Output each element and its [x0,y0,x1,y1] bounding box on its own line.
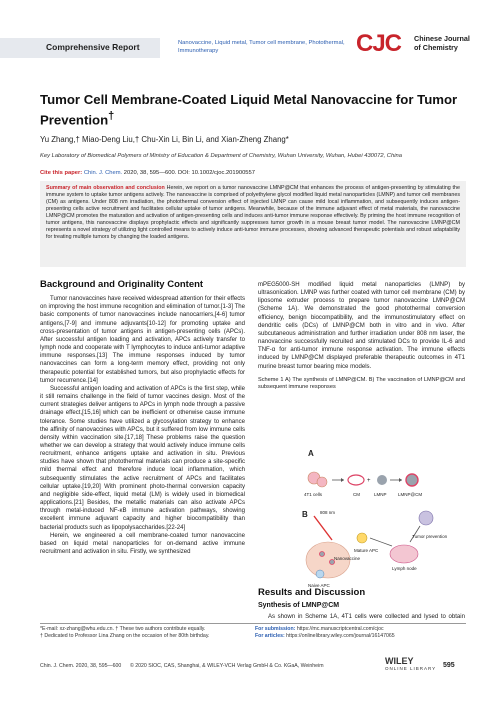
scheme-caption: Scheme 1 A) The synthesis of LMNP@CM. B) The vaccination of LMNP@CM and subsequent immune responses [258,376,465,390]
submission-link[interactable]: https://mc.manuscriptcentral.com/cjoc [296,626,384,632]
nanovaccine-icon [320,552,325,557]
abstract-box [40,181,466,267]
lymph-node-icon [390,545,418,563]
logo-name: Chinese Journal of Chemistry [414,34,470,52]
footnote-rule [40,623,466,624]
affiliation: Key Laboratory of Biomedical Polymers of Ministry of Education & Department of Chemistry, Wuhan University, Wuhan, Hubei 430072, China [40,153,402,159]
nanoparticle-icon [377,475,387,485]
right-column [258,281,465,391]
authors: Yu Zhang,† Miao-Deng Liu,† Chu-Xin Li, Bin Li, and Xian-Zheng Zhang* [40,135,289,144]
page-number: 595 [443,662,455,669]
scheme-label-a: A [308,449,314,458]
footnote-email: *E-mail: xz-zhang@whu.edu.cn. † These two authors contribute equally. [40,626,206,632]
lymph-label: Lymph node [392,566,417,571]
left-column [40,281,245,556]
copyright: © 2020 SIOC, CAS, Shanghai, & WILEY-VCH Verlag GmbH & Co. KGaA, Weinheim [130,663,324,669]
subsection-heading: Synthesis of LMNP@CM [258,602,340,609]
page-header [0,0,496,62]
nano-label: Nanovaccine [334,556,361,561]
journal-logo [356,30,480,60]
tumor-label: Tumor prevention [412,534,448,539]
tumor-icon [419,511,433,525]
lmnpcm-label: LMNP@CM [398,492,423,497]
laser-label: 808 nm [320,510,336,515]
arrow-head [399,478,402,482]
section-heading-results: Results and Discussion [258,587,366,598]
article-title: Tumor Cell Membrane-Coated Liquid Metal Nanovaccine for Tumor Prevention† [40,92,458,128]
abstract-text: Herein, we report on a tumor nanovaccine LMNP@CM that enhances the process of antigen-presenting by stimulating the immune system to uptake tumor antigens actively. The nanovaccine is comprised of polyethylene glycol modified liquid metal nanoparticles (LMNP) and tumor cell membranes (CM) as antigens. Under 808 nm irradiation, the photothermal conversion effect of injected LMNP can cause mild local inflammation, and subsequently induces antigen-presenting cells active recruitment and facilitates cellular uptake of tumor antigens. Meanwhile, because of the immune adjuvant effect of metal materials, the nanovaccine LMNP@CM promotes the maturation and activation of antigen-presenting cells and induces anti-tumor immune response effectively. By priming the host immune recognition of tumor antigens, this nanovaccine displays prophylactic effects and significantly suppresses tumor growth in a mouse breast tumor model. The nanovaccine LMNP@CM represents a novel strategy of utilizing light controlled means to actively induce anti-tumor immune processes, showing advanced therapeutic potentials and robust adaptability for treating multiple tumors by changing the loaded antigens. [46,185,460,240]
naive-label: Naive APC [308,583,330,588]
footnotes-right [255,626,465,640]
cells-label: 4T1 cells [304,492,323,497]
results-body [258,592,465,622]
plus-sign: + [367,478,371,484]
articles-link[interactable]: https://onlinelibrary.wiley.com/journal/16147065 [286,633,395,639]
mature-apc-icon [357,533,367,543]
submission-line: For submission: https://mc.manuscriptcentral.com/cjoc [255,626,384,632]
paragraph: Herein, we engineered a cell membrane-coated tumor nanovaccine based on liquid metal nanoparticles for on-demand active immune recruitment and activation in situ. Firstly, we synthesized [40,532,245,555]
wiley-logo: WILEY ONLINE LIBRARY [385,656,437,671]
scheme-label-b: B [302,510,308,519]
laser-beam [314,516,332,540]
footnotes-left [40,626,240,640]
mature-label: Mature APC [354,548,379,553]
paragraph: As shown in Scheme 1A, 4T1 cells were collected and lysed to obtain [268,614,465,621]
abstract-heading: Summary of main observation and conclusion [46,185,165,191]
journal-reference: Chin. J. Chem. 2020, 38, 595—600 [40,663,122,669]
paragraph: Tumor nanovaccines have received widespread attention for their effects on improving the host immune recognition and elimination of tumor.[1-3] The basic components of tumor nanovaccines include nanocarriers,[4-6] tumor antigens,[7-9] and immune adjuvants[10-12] for promoting uptake and cross-presentation of tumor antigens in antigen-presenting cells (APCs). After successful antigen loading and activation, APCs actively transfer to lymph node and cooperate with T lymphocytes to induce anti-tumor adaptive immune responses.[13] The immune responses induced by tumor nanovaccines can form a long-term memory effect, providing not only therapeutic potential for established tumors, but also prophylactic effects for tumor recurrence.[14] [40,296,245,384]
cell-icon [317,477,327,487]
citation: Cite this paper: Chin. J. Chem. 2020, 38, 595—600. DOI: 10.1002/cjoc.201900557 [40,170,255,176]
article-type: Comprehensive Report [46,42,140,52]
journal-link[interactable]: Chin. J. Chem. [83,170,123,176]
section-heading-background: Background and Originality Content [40,279,204,290]
paragraph: mPEG5000-SH modified liquid metal nanoparticles (LMNP) by ultrasonication. LMNP was further coated with tumor cell membrane (CM) by liposome extruder process to prepare tumor nanovaccine LMNP@CM (Scheme 1A). We demonstrated the good photothermal conversion efficiency, benign biocompatibility, and the immunostimulatory effect on dendritic cells (DCs) of LMNP@CM both in vitro and in vivo. After subcutaneous administration and further irradiation under 808 nm laser, the nanovaccine successfully recruited and stimulated DCs to provide IL-6 and TNF-α for anti-tumor immune response activation. The immune effects induced by LMNP@CM displayed preferable therapeutic outcomes in 4T1 murine breast tumor bearing mice models. [258,282,465,370]
articles-line: For articles: https://onlinelibrary.wiley.com/journal/16147065 [255,633,395,639]
footnote-dedication: † Dedicated to Professor Lina Zhang on the occasion of her 80th birthday. [40,633,210,639]
cm-label: CM [353,492,360,497]
paragraph: Successful antigen loading and activation of APCs is the first step, while it still remains challenge in the field of tumor vaccines design. Most of the current strategies deliver antigens to APCs in lymph node through a passive drainage effect,[15,16] which can be inefficient or otherwise cause immune tolerance. Some studies have utilized a glycosylation strategy to enhance the affinity of nanovaccines with APCs, but it suffered from low immune cells density within vaccination site.[17,18] These problems raise the question whether we can develop a strategy that would actively induce immune cells recruitment, enhance antigens uptake and activation in situ. Previous studies have shown that photothermal materials can produce a site-specific mild thermal effect and therefore induce local inflammation, which subsequently stimulates the active recruitment of APCs and facilitates cellular uptake.[19,20] With prominent photo-thermal conversion capacity and negligible side-effect, liquid metal (LM) is widely used in biomedical applications.[21] Besides, the metallic materials can also activate APCs through metal-induced NF-κB immune activation pathways, showing excellent immune adjuvant capacity and higher biocompatibility than bacterial products such as lipopolysaccharides.[22-24] [40,385,245,531]
arrow-head [341,478,344,482]
membrane-icon [348,475,364,485]
arrow-icon [370,538,392,546]
logo-letters: CJC [356,30,402,57]
lmnp-label: LMNP [374,492,387,497]
keywords: Nanovaccine, Liquid metal, Tumor cell membrane, Photothermal, Immunotherapy [178,40,345,54]
nanovaccine-icon [406,474,418,486]
